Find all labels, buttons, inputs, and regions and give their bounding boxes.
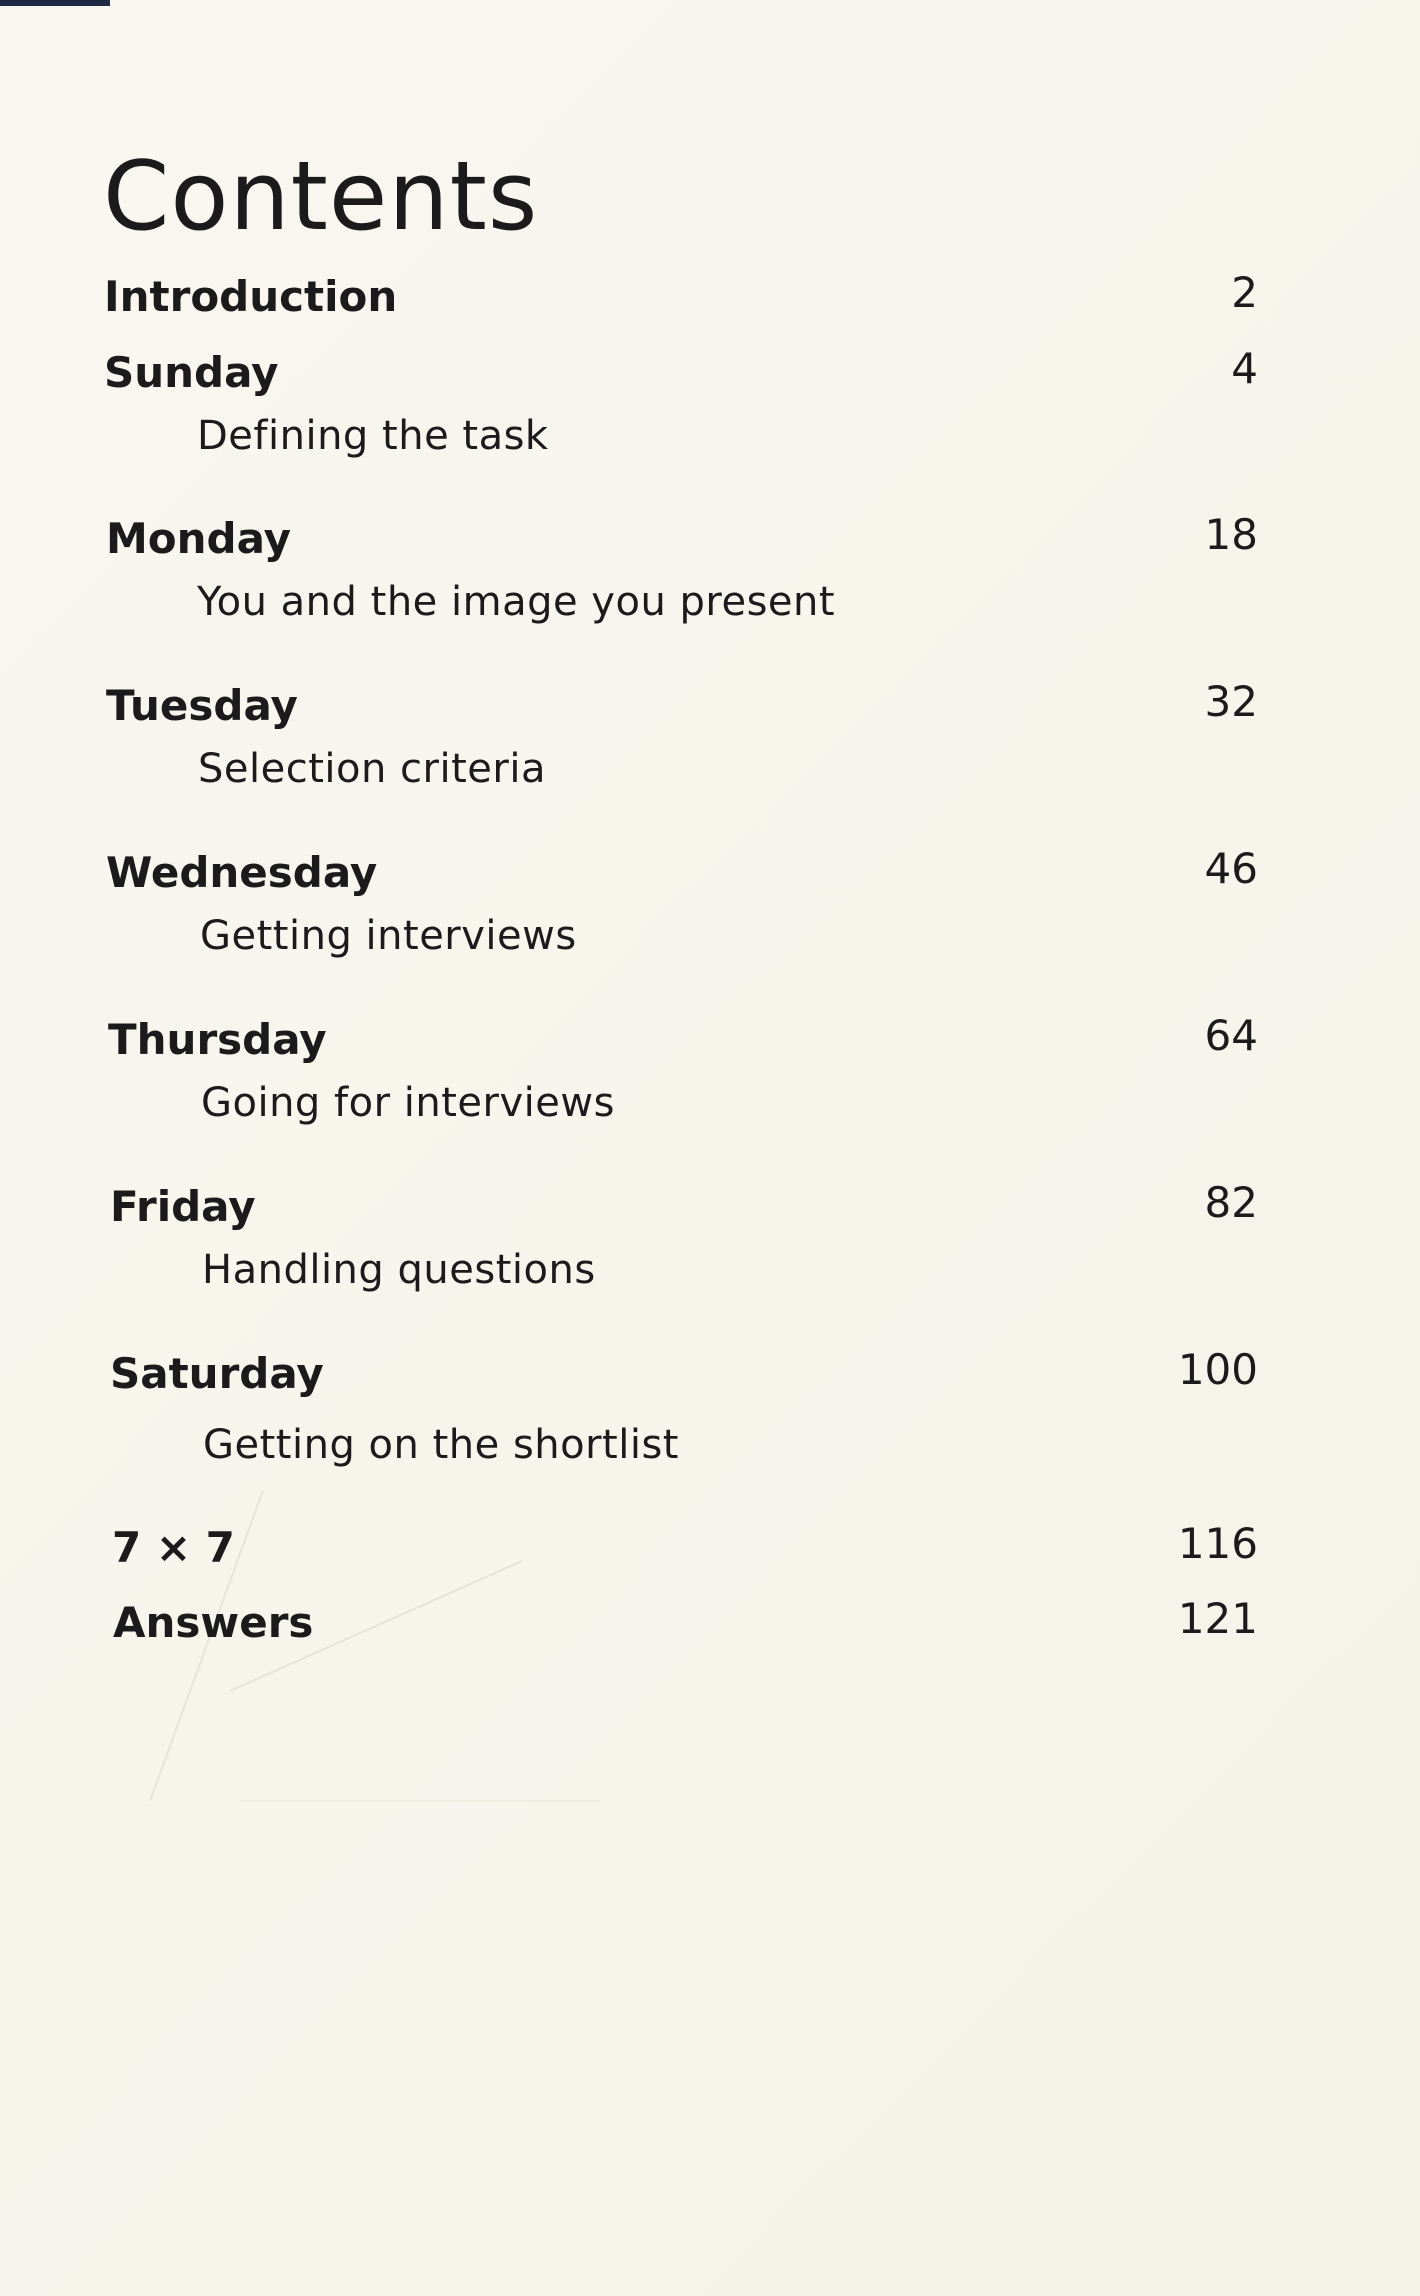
toc-entry-title: Answers [113,1598,314,1647]
toc-entry-subtitle: Selection criteria [198,746,546,792]
toc-entry-title: Friday [110,1182,256,1231]
toc-entry-page: 46 [1204,844,1258,893]
toc-entry-monday [0,510,1420,684]
toc-entry-title: Thursday [108,1015,327,1064]
toc-entry-tuesday [0,677,1420,851]
toc-entry-title: Introduction [104,272,398,321]
toc-entry-page: 18 [1204,510,1258,559]
toc-entry-subtitle: You and the image you present [197,579,836,625]
toc-entry-page: 32 [1204,677,1258,726]
toc-entry-page: 116 [1177,1519,1258,1568]
toc-entry-subtitle: Going for interviews [201,1080,615,1126]
toc-entry-saturday [0,1345,1420,1519]
toc-entry-thursday [0,1011,1420,1185]
corner-mark [0,0,110,6]
toc-entry-subtitle: Handling questions [202,1247,596,1293]
toc-entry-title: 7 × 7 [112,1523,235,1572]
paper-crease [240,1800,600,1802]
toc-entry-subtitle: Getting on the shortlist [203,1422,679,1468]
toc-entry-page: 64 [1204,1011,1258,1060]
toc-entry-sunday [0,344,1420,518]
toc-entry-page: 100 [1177,1345,1258,1394]
toc-entry-page: 2 [1231,268,1258,317]
toc-entry-subtitle: Getting interviews [200,913,577,959]
toc-entry-subtitle: Defining the task [197,413,549,459]
toc-entry-answers [0,1594,1420,1768]
toc-entry-page: 121 [1177,1594,1258,1643]
toc-entry-title: Tuesday [106,681,298,730]
toc-entry-page: 82 [1204,1178,1258,1227]
toc-entry-title: Saturday [110,1349,324,1398]
toc-entry-wednesday [0,844,1420,1018]
toc-entry-friday [0,1178,1420,1352]
toc-entry-page: 4 [1231,344,1258,393]
page-title: Contents [103,142,539,252]
toc-entry-title: Sunday [104,348,279,397]
toc-entry-title: Monday [106,514,292,563]
toc-entry-title: Wednesday [106,848,378,897]
